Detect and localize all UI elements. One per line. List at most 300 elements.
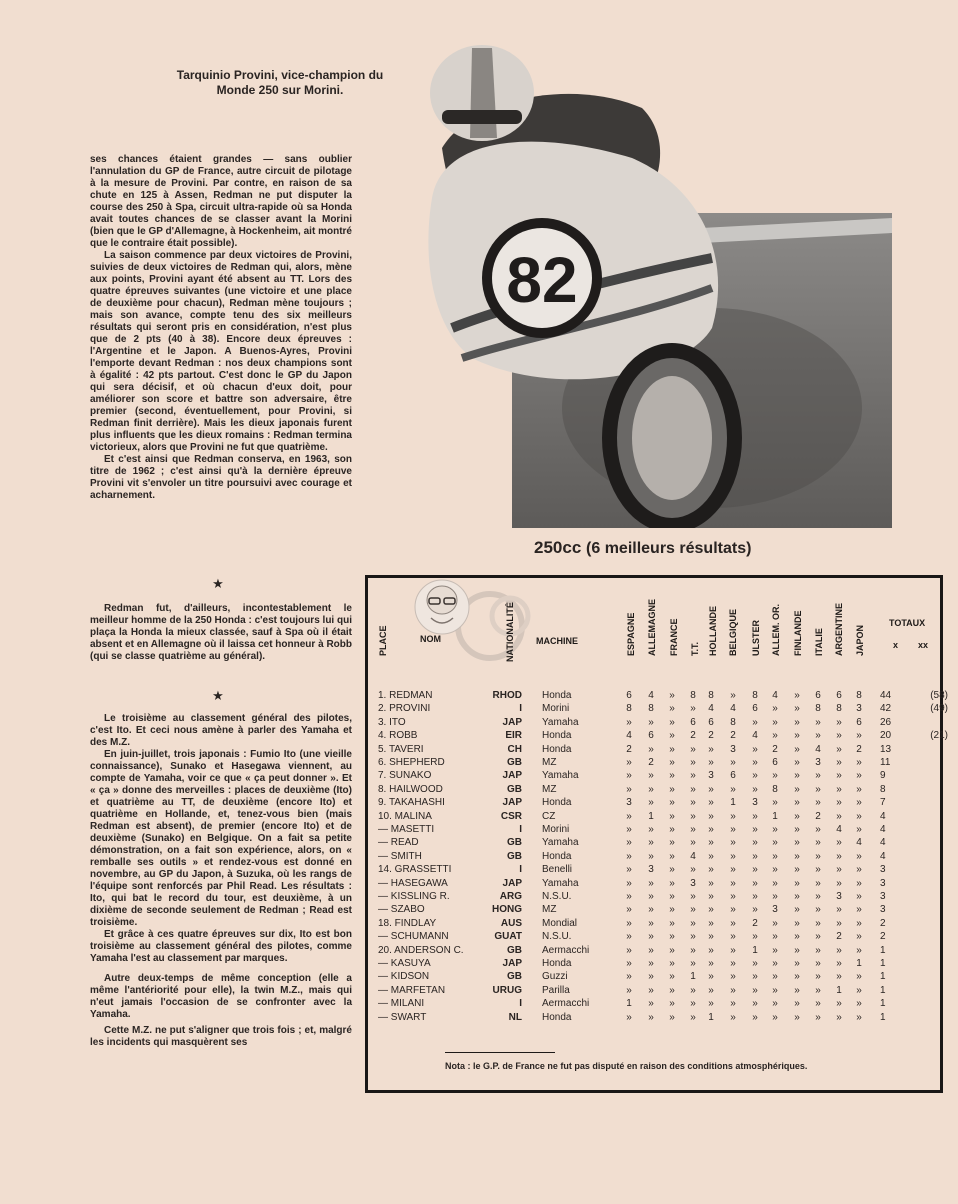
- cell-race-result: »: [648, 824, 654, 835]
- cell-race-result: »: [794, 797, 800, 809]
- cell-race-result: 6: [626, 690, 632, 701]
- cell-race-result: »: [669, 891, 675, 902]
- cell-race-result: »: [772, 716, 778, 728]
- cell-race-result: »: [856, 730, 862, 742]
- cell-race-result: »: [794, 971, 800, 983]
- table-row: [370, 769, 940, 783]
- cell-race-result: »: [836, 743, 842, 755]
- cell-race-result: »: [794, 824, 800, 835]
- cell-machine: Honda: [542, 1011, 572, 1023]
- cell-race-result: 8: [690, 690, 696, 701]
- cell-nationality: JAP: [502, 797, 522, 809]
- cell-total: 2: [880, 917, 886, 929]
- cell-race-result: »: [730, 783, 736, 795]
- cell-race-result: »: [794, 837, 800, 849]
- cell-race-result: »: [856, 904, 862, 916]
- cell-total: 3: [880, 877, 886, 889]
- cell-race-result: »: [626, 877, 632, 889]
- cell-race-result: »: [626, 864, 632, 876]
- cell-race-result: »: [815, 837, 821, 849]
- cell-machine: Honda: [542, 958, 572, 969]
- cell-race-result: »: [708, 971, 714, 983]
- cell-race-result: »: [708, 904, 714, 916]
- cell-race-result: »: [815, 716, 821, 728]
- cell-race-result: »: [752, 716, 758, 728]
- cell-race-result: »: [626, 850, 632, 862]
- cell-race-result: »: [836, 917, 842, 929]
- cell-race-result: »: [648, 850, 654, 862]
- cell-race-result: »: [794, 891, 800, 902]
- cell-race-result: »: [669, 877, 675, 889]
- cell-race-result: »: [836, 837, 842, 849]
- cell-race-result: »: [626, 931, 632, 943]
- cell-machine: Morini: [542, 703, 570, 715]
- header-race-6: BELGIQUE: [728, 608, 738, 656]
- cell-race-result: »: [730, 837, 736, 849]
- cell-race-result: »: [730, 864, 736, 876]
- cell-race-result: »: [669, 730, 675, 742]
- cell-race-result: »: [690, 824, 696, 835]
- cell-place-name: 8. HAILWOOD: [378, 783, 443, 795]
- table-row: [370, 970, 940, 984]
- cell-race-result: 8: [836, 703, 842, 715]
- header-race-5: HOLLANDE: [708, 606, 718, 656]
- cell-race-result: »: [708, 984, 714, 996]
- cell-total: 3: [880, 904, 886, 916]
- cell-race-result: »: [752, 1011, 758, 1023]
- cell-race-result: »: [752, 877, 758, 889]
- cell-race-result: »: [626, 716, 632, 728]
- cell-place-name: — MILANI: [378, 998, 425, 1010]
- cell-race-result: 3: [836, 891, 842, 902]
- cell-race-result: »: [752, 824, 758, 835]
- article-paragraph: Redman fut, d'ailleurs, incontestablement le meilleur homme de la 250 Honda : c'est toujours lui qui plaça la Honda la mieux classée, sauf à Spa où il était absent et en Allemagne où il laissa cet honneur à Robb (qui se classe quatrième au général).: [90, 603, 352, 662]
- nota: [445, 1061, 875, 1072]
- table-row: [370, 810, 940, 824]
- cell-race-result: »: [730, 917, 736, 929]
- cell-race-result: »: [690, 917, 696, 929]
- cell-race-result: »: [772, 917, 778, 929]
- cell-race-result: 8: [648, 703, 654, 715]
- cell-race-result: »: [690, 864, 696, 876]
- cell-race-result: 2: [772, 743, 778, 755]
- cell-race-result: »: [669, 743, 675, 755]
- cell-total-all: (49): [930, 703, 948, 715]
- cell-race-result: »: [669, 783, 675, 795]
- cell-race-result: »: [856, 797, 862, 809]
- cell-race-result: 1: [752, 944, 758, 956]
- article-paragraph: Autre deux-temps de même conception (elle a même l'antériorité pour elle), la twin M.Z., mais qui n'eut jamais l'occasion de se confronter avec la Yamaha.: [90, 973, 352, 1020]
- cell-race-result: »: [690, 958, 696, 969]
- cell-race-result: »: [626, 824, 632, 835]
- cell-race-result: 1: [772, 810, 778, 822]
- cell-race-result: »: [648, 917, 654, 929]
- cell-race-result: »: [626, 837, 632, 849]
- cell-race-result: 6: [856, 716, 862, 728]
- cell-race-result: »: [708, 757, 714, 768]
- cell-place-name: — SZABO: [378, 904, 425, 916]
- cell-race-result: »: [772, 850, 778, 862]
- cell-race-result: »: [690, 757, 696, 768]
- cell-nationality: HONG: [492, 904, 522, 916]
- cell-place-name: — SCHUMANN: [378, 931, 449, 943]
- cell-race-result: »: [648, 877, 654, 889]
- cell-race-result: »: [856, 824, 862, 835]
- cell-machine: Aermacchi: [542, 944, 590, 956]
- header-race-12: JAPON: [855, 624, 865, 656]
- cell-race-result: »: [669, 797, 675, 809]
- cell-place-name: — KIDSON: [378, 971, 430, 983]
- cell-race-result: »: [815, 824, 821, 835]
- cell-race-result: »: [772, 797, 778, 809]
- cell-race-result: »: [794, 810, 800, 822]
- cell-race-result: 3: [648, 864, 654, 876]
- cell-race-result: »: [730, 810, 736, 822]
- article-paragraph: Le troisième au classement général des pilotes, c'est Ito. Et ceci nous amène à parler des Yamaha et des M.Z.: [90, 713, 352, 748]
- cell-race-result: »: [752, 891, 758, 902]
- table-row: [370, 702, 948, 716]
- cell-race-result: »: [648, 716, 654, 728]
- cell-total: 11: [880, 757, 891, 768]
- cell-race-result: »: [815, 944, 821, 956]
- cell-race-result: »: [648, 1011, 654, 1023]
- cell-nationality: GB: [507, 850, 522, 862]
- table-row: [370, 877, 940, 891]
- cell-race-result: »: [752, 864, 758, 876]
- cell-race-result: »: [815, 998, 821, 1010]
- cell-race-result: »: [708, 850, 714, 862]
- cell-race-result: 3: [815, 757, 821, 768]
- cell-race-result: 2: [815, 810, 821, 822]
- cell-place-name: — MASETTI: [378, 824, 435, 835]
- star-separator: ★: [212, 576, 224, 591]
- article-part-1: [90, 154, 352, 502]
- cell-place-name: 2. PROVINI: [378, 703, 431, 715]
- cell-race-result: »: [752, 998, 758, 1010]
- cell-race-result: »: [730, 850, 736, 862]
- header-race-10: ITALIE: [814, 628, 824, 656]
- cell-place-name: 10. MALINA: [378, 810, 432, 822]
- cell-machine: Morini: [542, 824, 570, 835]
- cell-race-result: »: [815, 971, 821, 983]
- cell-machine: Yamaha: [542, 716, 579, 728]
- cell-race-result: »: [690, 998, 696, 1010]
- header-totaux: TOTAUX: [889, 618, 926, 628]
- cell-machine: Mondial: [542, 917, 578, 929]
- cell-race-result: »: [856, 1011, 862, 1023]
- cell-race-result: »: [752, 931, 758, 943]
- cell-machine: Parilla: [542, 984, 570, 996]
- cell-race-result: »: [772, 1011, 778, 1023]
- table-title-subtitle: (6 meilleurs résultats): [586, 540, 752, 557]
- cell-race-result: »: [708, 944, 714, 956]
- cell-race-result: »: [708, 958, 714, 969]
- cell-place-name: 5. TAVERI: [378, 743, 424, 755]
- cell-race-result: »: [794, 931, 800, 943]
- cell-race-result: »: [669, 837, 675, 849]
- table-row: [370, 836, 940, 850]
- cell-place-name: 20. ANDERSON C.: [378, 944, 464, 956]
- cell-race-result: »: [836, 770, 842, 782]
- cell-race-result: 2: [708, 730, 714, 742]
- cell-total: 1: [880, 984, 886, 996]
- cell-race-result: »: [772, 824, 778, 835]
- cell-place-name: 6. SHEPHERD: [378, 757, 445, 768]
- cell-nationality: GB: [507, 971, 522, 983]
- table-title: [534, 538, 751, 558]
- cell-race-result: »: [794, 730, 800, 742]
- cell-nationality: I: [519, 998, 522, 1010]
- cell-race-result: 1: [690, 971, 696, 983]
- cell-race-result: »: [708, 797, 714, 809]
- cell-race-result: 4: [815, 743, 821, 755]
- cell-race-result: 2: [836, 931, 842, 943]
- cell-race-result: »: [815, 730, 821, 742]
- header-place: PLACE: [378, 625, 388, 656]
- header-totaux-xx: xx: [918, 640, 929, 650]
- cell-race-result: 4: [772, 690, 778, 701]
- cell-race-result: »: [730, 757, 736, 768]
- cell-race-result: »: [730, 958, 736, 969]
- cell-race-result: »: [752, 837, 758, 849]
- cell-place-name: — READ: [378, 837, 419, 849]
- cell-race-result: »: [836, 1011, 842, 1023]
- cell-total: 1: [880, 998, 886, 1010]
- cell-race-result: »: [856, 891, 862, 902]
- cell-race-result: 2: [626, 743, 632, 755]
- nota-label: Nota :: [445, 1061, 471, 1071]
- cell-nationality: GB: [507, 757, 522, 768]
- cell-race-result: »: [794, 998, 800, 1010]
- cell-race-result: »: [752, 904, 758, 916]
- cell-race-result: 3: [752, 797, 758, 809]
- cell-race-result: »: [626, 917, 632, 929]
- cell-place-name: — HASEGAWA: [378, 877, 448, 889]
- cell-race-result: »: [690, 904, 696, 916]
- cell-race-result: 6: [708, 716, 714, 728]
- article-paragraph: En juin-juillet, trois japonais : Fumio Ito (une vieille connaissance), Sunako et Hasegawa viennent, au compte de Yamaha, voir ce que « ça peut donner ». Et « ça » donne des merveilles : places de deuxième (Ito) et quatrième au TT, de deuxième (encore Ito) et quatrième en Hollande, et, tenez-vous bien (mais Redman est absent), de premier (encore Ito) et de deuxième (Sunako) en Belgique. On a fait sa petite démonstration, on a fait son expérience, alors, on « remballe ses outils » et rendez-vous est donné en novembre, au GP du Japon, à Suzuka, où les rangs de l'équipe sont renforcés par Phil Read. Les résultats : Ito, qui bat le record du tour, est deuxième, à un dixième de seconde seulement de Redman ; Read est troisième.: [90, 749, 352, 928]
- cell-total: 7: [880, 797, 886, 809]
- cell-race-result: »: [836, 850, 842, 862]
- cell-race-result: »: [669, 984, 675, 996]
- cell-race-result: »: [669, 850, 675, 862]
- nota-divider: [445, 1052, 555, 1053]
- cell-machine: Guzzi: [542, 971, 568, 983]
- cell-race-result: »: [794, 783, 800, 795]
- cell-nationality: GB: [507, 783, 522, 795]
- cell-race-result: »: [669, 917, 675, 929]
- cell-race-result: »: [648, 743, 654, 755]
- header-machine: MACHINE: [536, 636, 578, 646]
- cell-race-result: »: [690, 944, 696, 956]
- cell-race-result: »: [648, 944, 654, 956]
- cell-race-result: 8: [730, 716, 736, 728]
- cell-race-result: »: [669, 904, 675, 916]
- cell-race-result: »: [626, 757, 632, 768]
- cell-race-result: 4: [836, 824, 842, 835]
- cell-race-result: »: [730, 931, 736, 943]
- cell-race-result: »: [794, 958, 800, 969]
- header-nom: NOM: [420, 634, 441, 644]
- cell-race-result: »: [794, 917, 800, 929]
- cell-race-result: 3: [730, 743, 736, 755]
- cell-race-result: »: [708, 824, 714, 835]
- cell-race-result: »: [752, 743, 758, 755]
- cell-total: 26: [880, 716, 892, 728]
- cell-nationality: CSR: [500, 810, 522, 822]
- cell-race-result: »: [648, 797, 654, 809]
- header-race-7: ULSTER: [751, 620, 761, 656]
- cell-total-all: (58): [930, 690, 948, 701]
- article-paragraph: La saison commence par deux victoires de Provini, suivies de deux victoires de Redman qui, alors, mène aux points, Provini ayant été absent au TT. Lors des quatre épreuves suivantes (une victoire et une place de deuxième pour chacun), Redman mène toujours ; mais son avance, compte tenu des six meilleurs résultats qui seront pris en considération, n'est plus que de 2 pts (40 à 38). Encore deux épreuves : l'Argentine et le Japon. A Buenos-Ayres, Provini l'emporte devant Redman : nos deux champions sont à égalité : 42 pts partout. C'est donc le GP du Japon qui sera décisif, et où chacun d'eux doit, pour améliorer son score et battre son adversaire, être premier (second, éventuellement, pour Provini, si Redman finit derrière). Mais les dieux japonais furent plus influents que les dieux romains : Redman termina victorieux, alors que Provini ne fut que quatrième.: [90, 250, 352, 453]
- article-paragraph: Cette M.Z. ne put s'aligner que trois fois ; et, malgré les incidents qui masquèrent ses: [90, 1025, 352, 1048]
- article-paragraph: Et grâce à ces quatre épreuves sur dix, Ito est bon troisième au classement général des pilotes, comme Yamaha l'est au classement par marques.: [90, 929, 352, 964]
- cell-race-result: 4: [708, 703, 714, 715]
- cell-race-result: »: [772, 864, 778, 876]
- cell-race-result: »: [794, 770, 800, 782]
- cell-race-result: 4: [730, 703, 736, 715]
- cell-race-result: »: [772, 984, 778, 996]
- cell-race-result: »: [815, 877, 821, 889]
- cell-machine: Yamaha: [542, 770, 579, 782]
- cell-nationality: JAP: [502, 716, 522, 728]
- cell-nationality: CH: [507, 743, 522, 755]
- cell-race-result: »: [690, 891, 696, 902]
- cell-race-result: »: [856, 864, 862, 876]
- cell-machine: MZ: [542, 904, 557, 916]
- table-row: [370, 957, 940, 971]
- cell-race-result: 6: [836, 690, 842, 701]
- cell-race-result: »: [708, 810, 714, 822]
- cell-race-result: 2: [752, 917, 758, 929]
- cell-race-result: 3: [690, 877, 696, 889]
- cell-race-result: »: [794, 864, 800, 876]
- cell-race-result: »: [856, 757, 862, 768]
- cell-nationality: I: [519, 864, 522, 876]
- cell-race-result: »: [794, 877, 800, 889]
- cell-race-result: 3: [772, 904, 778, 916]
- cell-race-result: 8: [856, 690, 862, 701]
- cell-race-result: »: [708, 864, 714, 876]
- cell-race-result: »: [772, 770, 778, 782]
- cell-race-result: 1: [708, 1011, 714, 1023]
- cell-race-result: »: [648, 770, 654, 782]
- cell-race-result: »: [815, 864, 821, 876]
- cell-machine: N.S.U.: [542, 891, 572, 902]
- cell-machine: Honda: [542, 850, 572, 862]
- cell-total: 3: [880, 864, 886, 876]
- cell-race-result: 6: [815, 690, 821, 701]
- cell-race-result: »: [730, 690, 736, 701]
- table-row: [370, 930, 940, 944]
- cell-place-name: — SWART: [378, 1011, 427, 1023]
- cell-race-result: »: [626, 891, 632, 902]
- cell-race-result: »: [772, 998, 778, 1010]
- cell-race-result: »: [690, 783, 696, 795]
- cell-race-result: »: [690, 810, 696, 822]
- cell-race-result: »: [690, 743, 696, 755]
- cell-nationality: GB: [507, 837, 522, 849]
- cell-place-name: — KISSLING R.: [378, 891, 450, 902]
- cell-race-result: »: [669, 998, 675, 1010]
- cell-race-result: »: [752, 971, 758, 983]
- cell-race-result: »: [708, 877, 714, 889]
- cell-race-result: »: [772, 703, 778, 715]
- cell-race-result: »: [669, 971, 675, 983]
- cell-race-result: »: [836, 904, 842, 916]
- cell-race-result: »: [856, 984, 862, 996]
- cell-race-result: »: [669, 944, 675, 956]
- cell-race-result: »: [708, 998, 714, 1010]
- cell-machine: Honda: [542, 797, 572, 809]
- cell-race-result: »: [708, 837, 714, 849]
- cell-race-result: 4: [690, 850, 696, 862]
- cell-race-result: 3: [856, 703, 862, 715]
- cell-race-result: 2: [690, 730, 696, 742]
- article-paragraph: Et c'est ainsi que Redman conserva, en 1963, son titre de 1962 ; c'est ainsi qu'à la dernière épreuve Provini vit s'envoler un titre poursuivi avec courage et acharnement.: [90, 454, 352, 501]
- cell-race-result: »: [836, 730, 842, 742]
- cell-race-result: »: [856, 850, 862, 862]
- cell-race-result: 1: [648, 810, 654, 822]
- cell-place-name: 14. GRASSETTI: [378, 864, 452, 876]
- cell-race-result: »: [626, 810, 632, 822]
- table-row: [370, 944, 940, 958]
- cell-race-result: 1: [856, 958, 862, 969]
- cell-race-result: »: [626, 944, 632, 956]
- cell-race-result: »: [815, 797, 821, 809]
- cell-race-result: 1: [836, 984, 842, 996]
- cell-total-all: (21): [930, 730, 948, 742]
- cell-race-result: »: [626, 1011, 632, 1023]
- cell-race-result: »: [772, 877, 778, 889]
- cell-race-result: »: [730, 984, 736, 996]
- cell-race-result: »: [836, 716, 842, 728]
- table-row: [370, 917, 940, 931]
- cell-race-result: »: [836, 797, 842, 809]
- cell-race-result: »: [669, 864, 675, 876]
- cell-race-result: »: [815, 931, 821, 943]
- cell-race-result: »: [836, 757, 842, 768]
- cell-race-result: 4: [626, 730, 632, 742]
- cell-race-result: 6: [730, 770, 736, 782]
- cell-race-result: »: [772, 837, 778, 849]
- cell-race-result: »: [836, 998, 842, 1010]
- cell-race-result: »: [690, 984, 696, 996]
- cell-race-result: »: [836, 783, 842, 795]
- header-totaux-x: x: [893, 640, 899, 650]
- cell-race-result: 2: [648, 757, 654, 768]
- cell-race-result: 3: [626, 797, 632, 809]
- motorcycle-photo: [412, 28, 892, 528]
- cell-race-result: »: [752, 958, 758, 969]
- cell-race-result: »: [690, 770, 696, 782]
- cell-nationality: AUS: [500, 917, 522, 929]
- cell-place-name: 3. ITO: [378, 716, 406, 728]
- cell-race-result: »: [626, 958, 632, 969]
- cell-race-result: »: [856, 931, 862, 943]
- cell-total: 13: [880, 743, 892, 755]
- cell-race-result: »: [690, 703, 696, 715]
- cell-race-result: 1: [626, 998, 632, 1010]
- cell-total: 4: [880, 824, 886, 835]
- cell-race-result: »: [708, 743, 714, 755]
- cell-race-result: »: [836, 810, 842, 822]
- cell-race-result: 6: [752, 703, 758, 715]
- cell-race-result: »: [772, 891, 778, 902]
- nota-text: le G.P. de France ne fut pas disputé en raison des conditions atmosphériques.: [473, 1061, 808, 1071]
- cell-race-result: »: [648, 891, 654, 902]
- cell-race-result: »: [648, 998, 654, 1010]
